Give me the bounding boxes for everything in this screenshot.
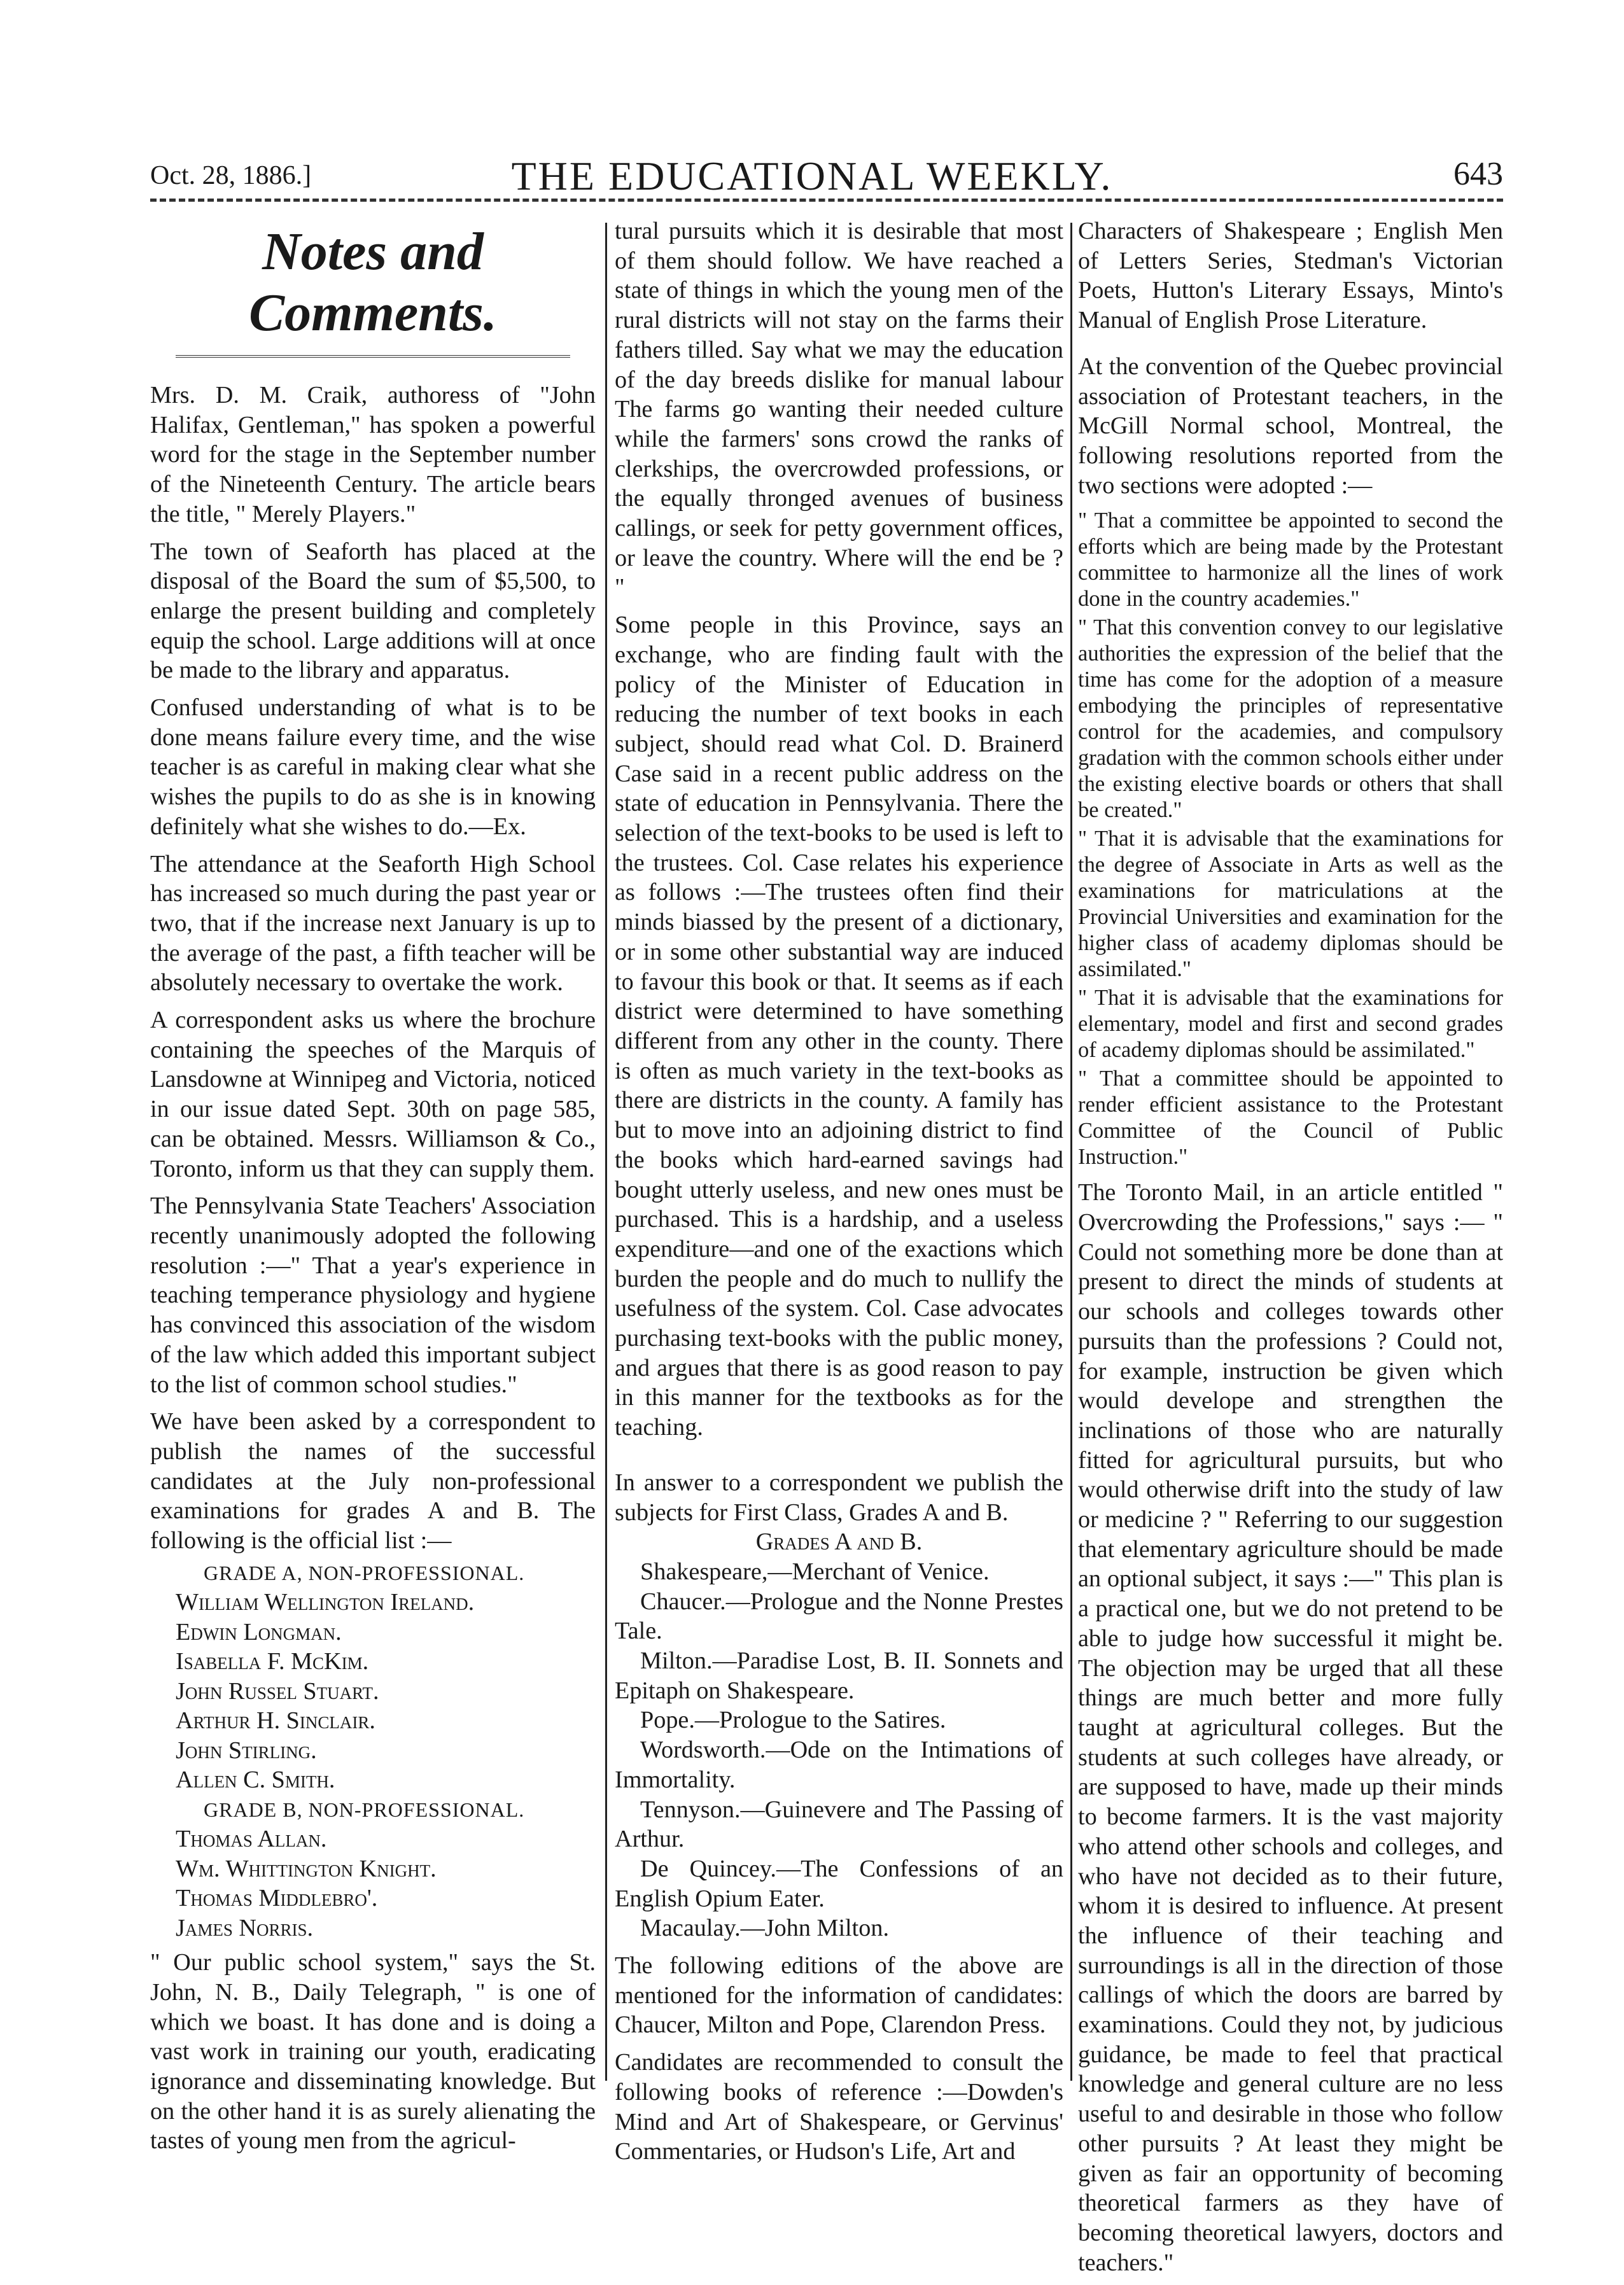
issue-date: Oct. 28, 1886.] xyxy=(150,161,312,190)
column-2 xyxy=(615,216,1063,2174)
list-item: John Stirling. xyxy=(176,1736,317,1764)
subheading: Grades A and B. xyxy=(755,1528,923,1556)
list-item: Allen C. Smith. xyxy=(176,1766,335,1794)
paragraph: " Our public school system," says the St. John, N. B., Daily Telegraph, " is one of which we boast. It has done and is doing a vast work in training our youth, eradicating ignorance and disseminating knowledge. But on the other hand it is as surely alienating the tastes of young men from the agricul- xyxy=(150,1949,596,2155)
list-item: Edwin Longman. xyxy=(176,1618,342,1646)
candidate-list xyxy=(150,1558,596,1943)
column-rule-1 xyxy=(605,223,607,2081)
subject-item: Milton.—Paradise Lost, B. II. Sonnets and Epitaph on Shakespeare. xyxy=(615,1647,1063,1704)
paragraph: The town of Seaforth has placed at the disposal of the Board the sum of $5,500, to enlarge the present building and completely equip the school. Large additions will at once be made to the library and apparatus. xyxy=(150,538,596,684)
list-item: Thomas Middlebro'. xyxy=(176,1885,378,1912)
resolution-quote: " That a committee be appointed to second the efforts which are being made by the Protestant committee to harmonize all the lines of work done in the country academies." xyxy=(1078,508,1503,611)
resolution-quote: " That it is advisable that the examinations for the degree of Associate in Arts as well as the examinations for matriculations at the Provincial Universities and examination for the higher class of academy diplomas should be assimilated." xyxy=(1078,827,1503,982)
list-item: William Wellington Ireland. xyxy=(176,1589,475,1616)
subject-item: Pope.—Prologue to the Satires. xyxy=(640,1707,946,1734)
page-number: 643 xyxy=(1453,156,1503,192)
paragraph: Some people in this Province, says an exchange, who are finding fault with the policy of the Minister of Education in reducing the number of text books in each subject, should read what Col. D. Brainerd Case said in a recent public address on the state of education in Pennsylvania. There the selection of the text-books to be used is left to the trustees. Col. Case relates his experience as follows :—The trustees often find their minds biassed by the present of a dictionary, or in some other substantial way are induced to favour this book or that. It seems as if each district were determined to have something different from any other in the county. There is often as much variety in the text-books as there are districts in the county. A family has but to move into an adjoining district to find the books which hard-earned savings had bought utterly useless, and new ones must be purchased. This is a hardship, and a useless expenditure—and one of the exactions which burden the people and do much to nullify the usefulness of the system. Col. Case advocates purchasing text-books with the public money, and argues that there is as good reason to pay in this manner for the textbooks as for the teaching. xyxy=(615,611,1063,1441)
list-item: Wm. Whittington Knight. xyxy=(176,1855,437,1882)
column-3 xyxy=(1078,216,1503,2285)
grade-heading: GRADE A, NON-PROFESSIONAL. xyxy=(204,1561,525,1584)
header-rule xyxy=(150,199,1503,202)
paragraph: We have been asked by a correspondent to publish the names of the successful candidates at the July non-professional examinations for grades A and B. The following is the official list :— xyxy=(150,1408,596,1555)
paragraph: tural pursuits which it is desirable that most of them should follow. We have reached a state of things in which the young men of the rural districts will not stay on the farms their fathers tilled. Say what we may the education of the day breeds dislike for manual labour The farms go wanting their needed culture while the farmers' sons crowd the ranks of clerkships, the overcrowded professions, or the equally thronged avenues of business callings, or seek for petty government offices, or leave the country. Where will the end be ? " xyxy=(615,218,1063,601)
paragraph: Candidates are recommended to consult the following books of reference :—Dowden's Mind and Art of Shakespeare, or Gervinus' Commentaries, or Hudson's Life, Art and xyxy=(615,2049,1063,2165)
resolution-quote: " That this convention convey to our legislative authorities the expression of the belief that the time has come for the adoption of a measure embodying the principles of representative control for the academies, and compulsory gradation with the common schools either under the existing elective boards or others that shall be created." xyxy=(1078,615,1503,823)
column-1 xyxy=(150,216,596,2163)
paragraph: Confused understanding of what is to be done means failure every time, and the wise teacher is as careful in making clear what she wishes the pupils to do as she is in knowing definitely what she wishes to do.—Ex. xyxy=(150,694,596,840)
column-rule-2 xyxy=(1070,223,1072,2081)
list-item: Thomas Allan. xyxy=(176,1826,327,1853)
paragraph: The following editions of the above are mentioned for the information of candidates: Chaucer, Milton and Pope, Clarendon Press. xyxy=(615,1952,1063,2039)
paragraph: In answer to a correspondent we publish the subjects for First Class, Grades A and B. xyxy=(615,1469,1063,1526)
heading-rule xyxy=(176,355,570,358)
paragraph: The Pennsylvania State Teachers' Association recently unanimously adopted the following resolution :—" That a year's experience in teaching temperance physiology and hygiene has convinced this association of the wisdom of the law which added this important subject to the list of common school studies." xyxy=(150,1192,596,1398)
grade-heading: GRADE B, NON-PROFESSIONAL. xyxy=(204,1798,525,1821)
paragraph: The attendance at the Seaforth High School has increased so much during the past year or two, that if the increase next January is up to the average of the past, a fifth teacher will be absolutely necessary to overtake the work. xyxy=(150,850,596,996)
subject-item: Wordsworth.—Ode on the Intimations of Immortality. xyxy=(615,1736,1063,1793)
resolution-quote: " That a committee should be appointed to render efficient assistance to the Protestant Committee of the Council of Public Instruction." xyxy=(1078,1066,1503,1170)
resolution-quote: " That it is advisable that the examinations for elementary, model and first and second grades of academy diplomas should be assimilated." xyxy=(1078,986,1503,1063)
subject-item: Chaucer.—Prologue and the Nonne Prestes Tale. xyxy=(615,1588,1063,1645)
list-item: James Norris. xyxy=(176,1914,314,1941)
paragraph: The Toronto Mail, in an article entitled " Overcrowding the Professions," says :— " Could not something more be done than at present to direct the minds of students at our schools and colleges towards other pursuits than the professions ? Could not, for example, instruction be given which would develope and strengthen the inclinations of those who are naturally fitted for agricultural pursuits, but who would otherwise drift into the study of law or medicine ? " Referring to our suggestion that elementary agriculture should be made an optional subject, it says :—" This plan is a practical one, but we do not pretend to be able to judge how successful it might be. The objection may be urged that all these things are much better and more fully taught at agricultural colleges. But the students at such colleges have already, or are supposed to have, made up their minds to become farmers. It is the vast majority who attend other schools and colleges, and who have not decided as to their future, whom it is desired to influence. At present the influence of their teaching and surroundings is all in the direction of those callings of which the doors are barred by examinations. Could they not, by judicious guidance, be made to feel that practical knowledge and general culture are no less useful to and desirable in those who follow other pursuits ? At least they might be given as fair an opportunity of becoming theoretical farmers as they have of becoming theoretical lawyers, doctors and teachers." xyxy=(1078,1179,1503,2276)
paragraph: Characters of Shakespeare ; English Men of Letters Series, Stedman's Victorian Poets, Hutton's Literary Essays, Minto's Manual of English Prose Literature. xyxy=(1078,218,1503,334)
list-item: John Russel Stuart. xyxy=(176,1677,379,1705)
section-heading: Notes and Comments. xyxy=(249,222,497,342)
subject-item: De Quincey.—The Confessions of an English Opium Eater. xyxy=(615,1855,1063,1912)
journal-title: THE EDUCATIONAL WEEKLY. xyxy=(511,153,1113,199)
paragraph: Mrs. D. M. Craik, authoress of "John Halifax, Gentleman," has spoken a powerful word for the stage in the September number of the Nineteenth Century. The article bears the title, " Merely Players." xyxy=(150,382,596,528)
subject-item: Tennyson.—Guinevere and The Passing of Arthur. xyxy=(615,1796,1063,1853)
paragraph: A correspondent asks us where the brochure containing the speeches of the Marquis of Lansdowne at Winnipeg and Victoria, noticed in our issue dated Sept. 30th on page 585, can be obtained. Messrs. Williamson & Co., Toronto, inform us that they can supply them. xyxy=(150,1007,596,1182)
paragraph: At the convention of the Quebec provincial association of Protestant teachers, in the McGill Normal school, Montreal, the following resolutions reported from the two sections were adopted :— xyxy=(1078,353,1503,499)
page-header xyxy=(0,0,1624,199)
list-item: Arthur H. Sinclair. xyxy=(176,1707,375,1735)
subject-item: Shakespeare,—Merchant of Venice. xyxy=(640,1558,990,1585)
subject-item: Macaulay.—John Milton. xyxy=(640,1915,890,1942)
list-item: Isabella F. McKim. xyxy=(176,1648,369,1675)
